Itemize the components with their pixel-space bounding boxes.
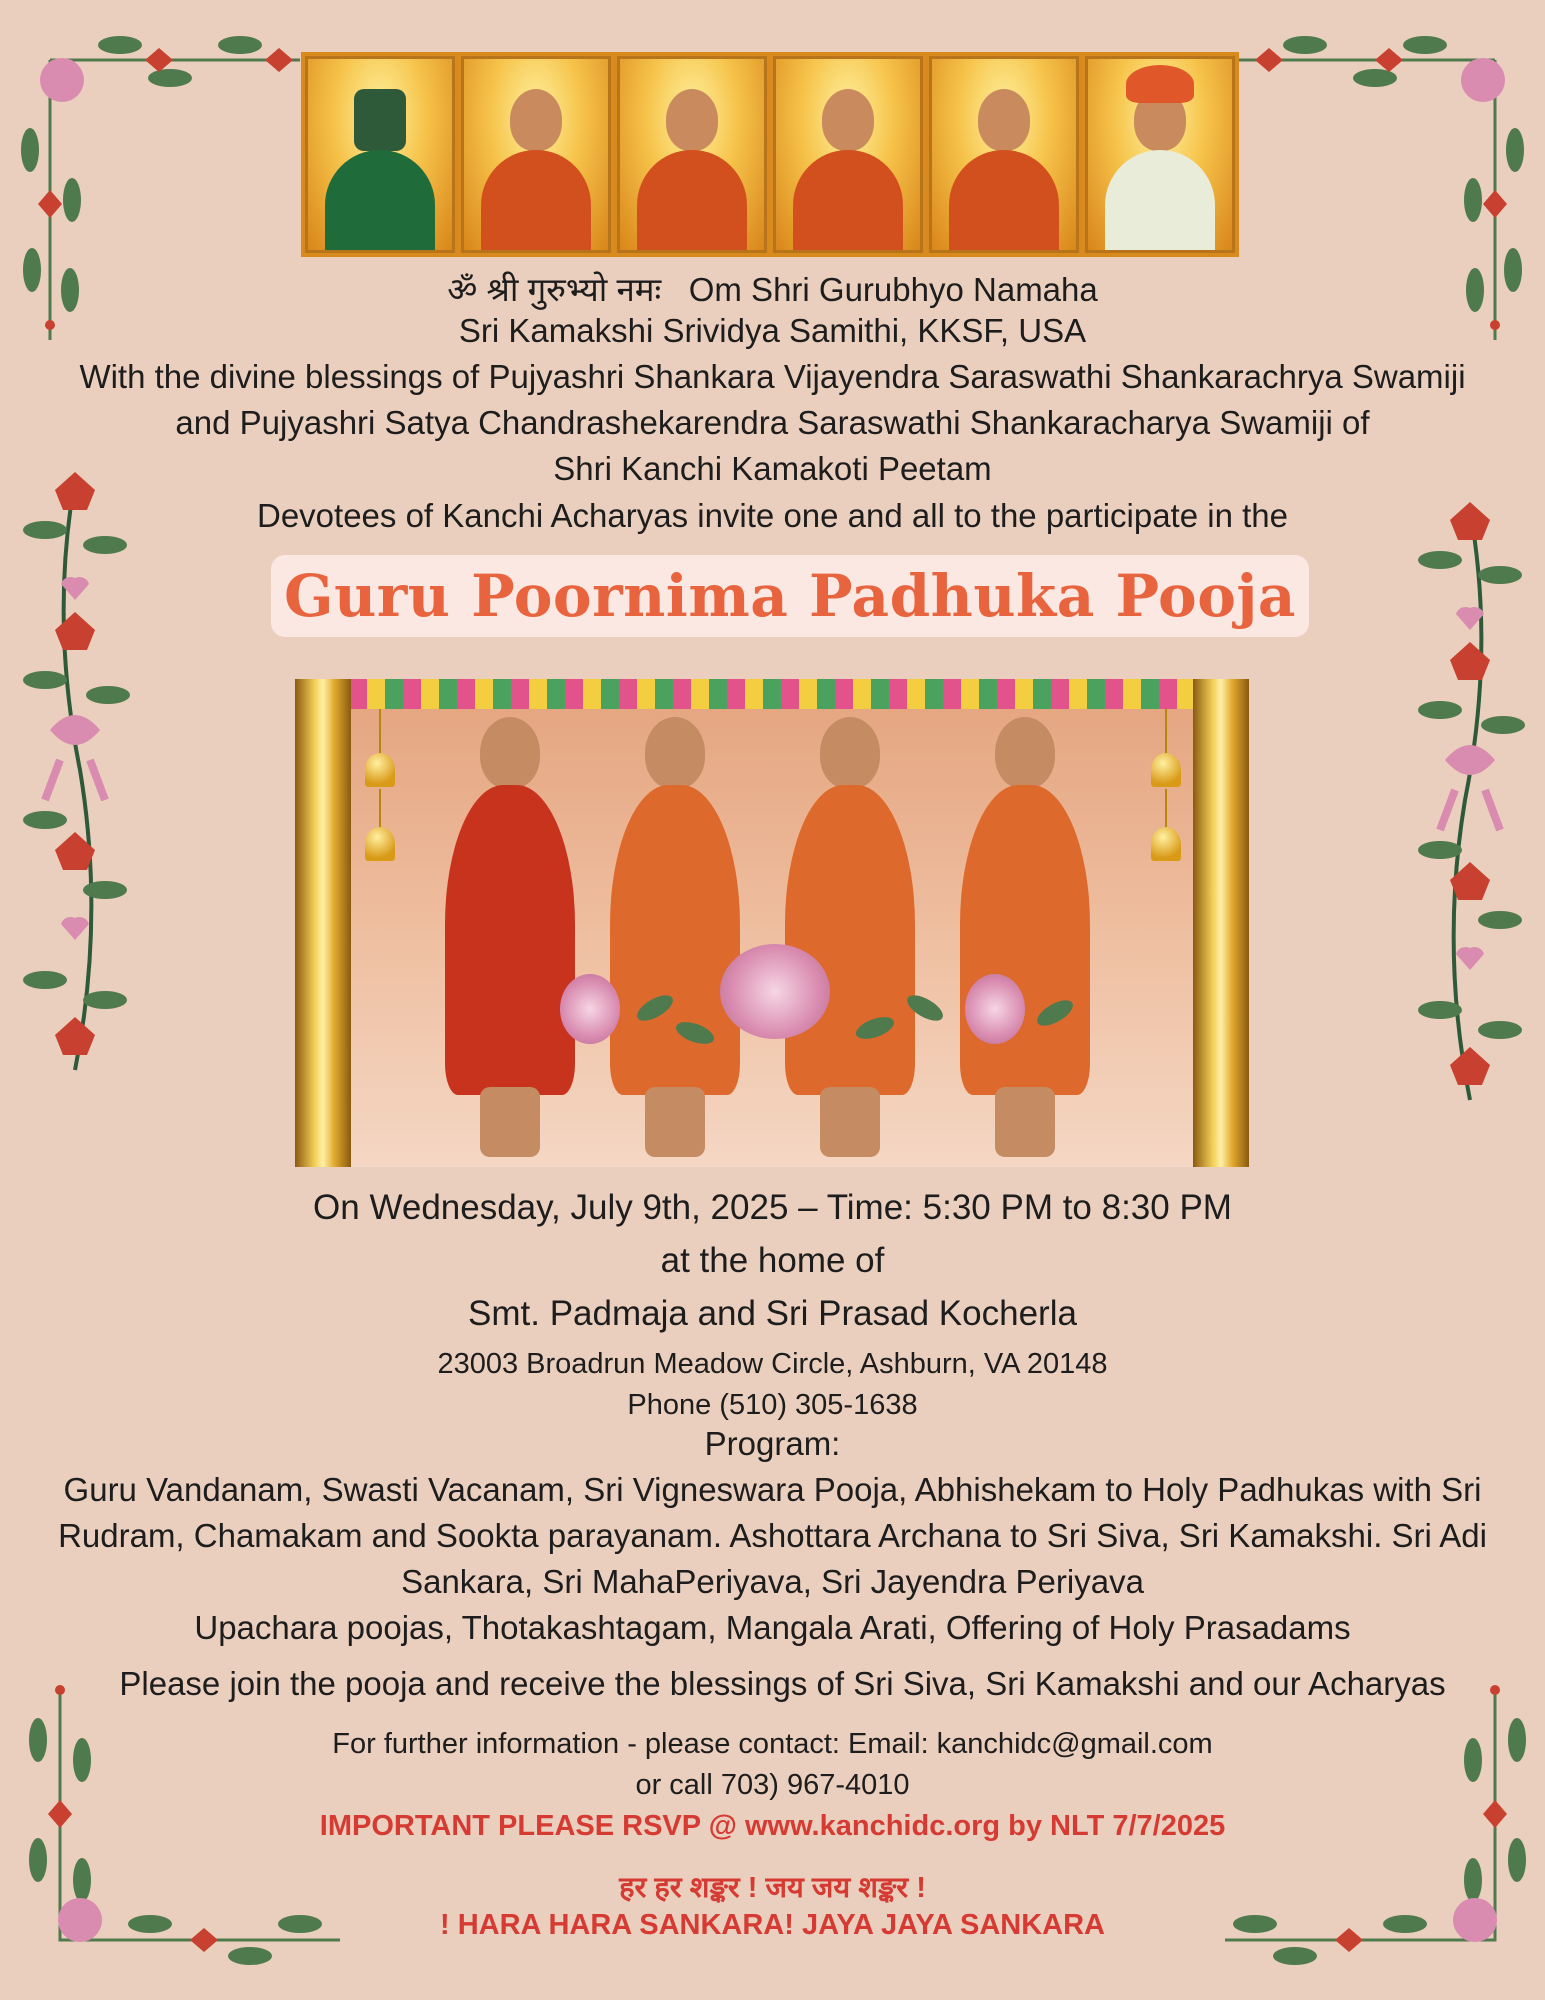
portrait-image bbox=[773, 56, 923, 253]
program-line-2: Rudram, Chamakam and Sookta parayanam. Ashottara Archana to Sri Siva, Sri Kamakshi. Sri Adi bbox=[58, 1517, 1487, 1554]
blessing-line-3: Shri Kanchi Kamakoti Peetam bbox=[553, 450, 992, 487]
invite-line: Devotees of Kanchi Acharyas invite one and all to the participate in the bbox=[257, 497, 1288, 534]
at-home-of: at the home of bbox=[660, 1241, 885, 1280]
portrait-image bbox=[617, 56, 767, 253]
acharyas-photo bbox=[295, 679, 1249, 1167]
organization-name: Sri Kamakshi Srividya Samithi, KKSF, USA bbox=[458, 312, 1087, 349]
event-datetime: On Wednesday, July 9th, 2025 – Time: 5:30 PM to 8:30 PM bbox=[313, 1188, 1232, 1227]
event-title: Guru Poornima Padhuka Pooja bbox=[284, 562, 1296, 630]
call-line: or call 703) 967-4010 bbox=[635, 1769, 910, 1801]
contact-line: For further information - please contact: Email: kanchidc@gmail.com bbox=[332, 1728, 1213, 1760]
portrait-image bbox=[929, 56, 1079, 253]
title-banner bbox=[271, 555, 1309, 637]
address: 23003 Broadrun Meadow Circle, Ashburn, VA 20148 bbox=[437, 1348, 1108, 1380]
floral-column-icon bbox=[20, 470, 130, 1080]
om-line-english: Om Shri Gurubhyo Namaha bbox=[688, 271, 1098, 308]
program-line-4: Upachara poojas, Thotakashtagam, Mangala Arati, Offering of Holy Prasadams bbox=[194, 1609, 1351, 1646]
chant-devanagari: हर हर शङ्कर ! जय जय शङ्कर ! bbox=[619, 1872, 926, 1904]
phone: Phone (510) 305-1638 bbox=[627, 1389, 918, 1421]
hosts: Smt. Padmaja and Sri Prasad Kocherla bbox=[468, 1294, 1077, 1333]
portrait-image bbox=[305, 56, 455, 253]
program-line-1: Guru Vandanam, Swasti Vacanam, Sri Vigneswara Pooja, Abhishekam to Holy Padhukas with Sri bbox=[63, 1471, 1482, 1508]
floral-column-icon bbox=[1415, 500, 1525, 1110]
chant-english: ! HARA HARA SANKARA! JAYA JAYA SANKARA bbox=[440, 1909, 1105, 1941]
portrait-image bbox=[1085, 56, 1235, 253]
program-heading: Program: bbox=[704, 1425, 841, 1462]
join-line: Please join the pooja and receive the blessings of Sri Siva, Sri Kamakshi and our Acharyas bbox=[119, 1665, 1446, 1702]
om-line-devanagari: ॐ श्री गुरुभ्यो नमः bbox=[447, 271, 662, 308]
blessing-line-1: With the divine blessings of Pujyashri Shankara Vijayendra Saraswathi Shankarachrya Swamiji bbox=[79, 358, 1466, 395]
portrait-image bbox=[461, 56, 611, 253]
program-line-3: Sankara, Sri MahaPeriyava, Sri Jayendra Periyava bbox=[401, 1563, 1144, 1600]
acharya-portrait-strip bbox=[301, 52, 1239, 257]
blessing-line-2: and Pujyashri Satya Chandrashekarendra Saraswathi Shankaracharya Swamiji of bbox=[175, 404, 1370, 441]
om-line bbox=[0, 266, 1545, 311]
rsvp-line: IMPORTANT PLEASE RSVP @ www.kanchidc.org by NLT 7/7/2025 bbox=[319, 1810, 1226, 1842]
